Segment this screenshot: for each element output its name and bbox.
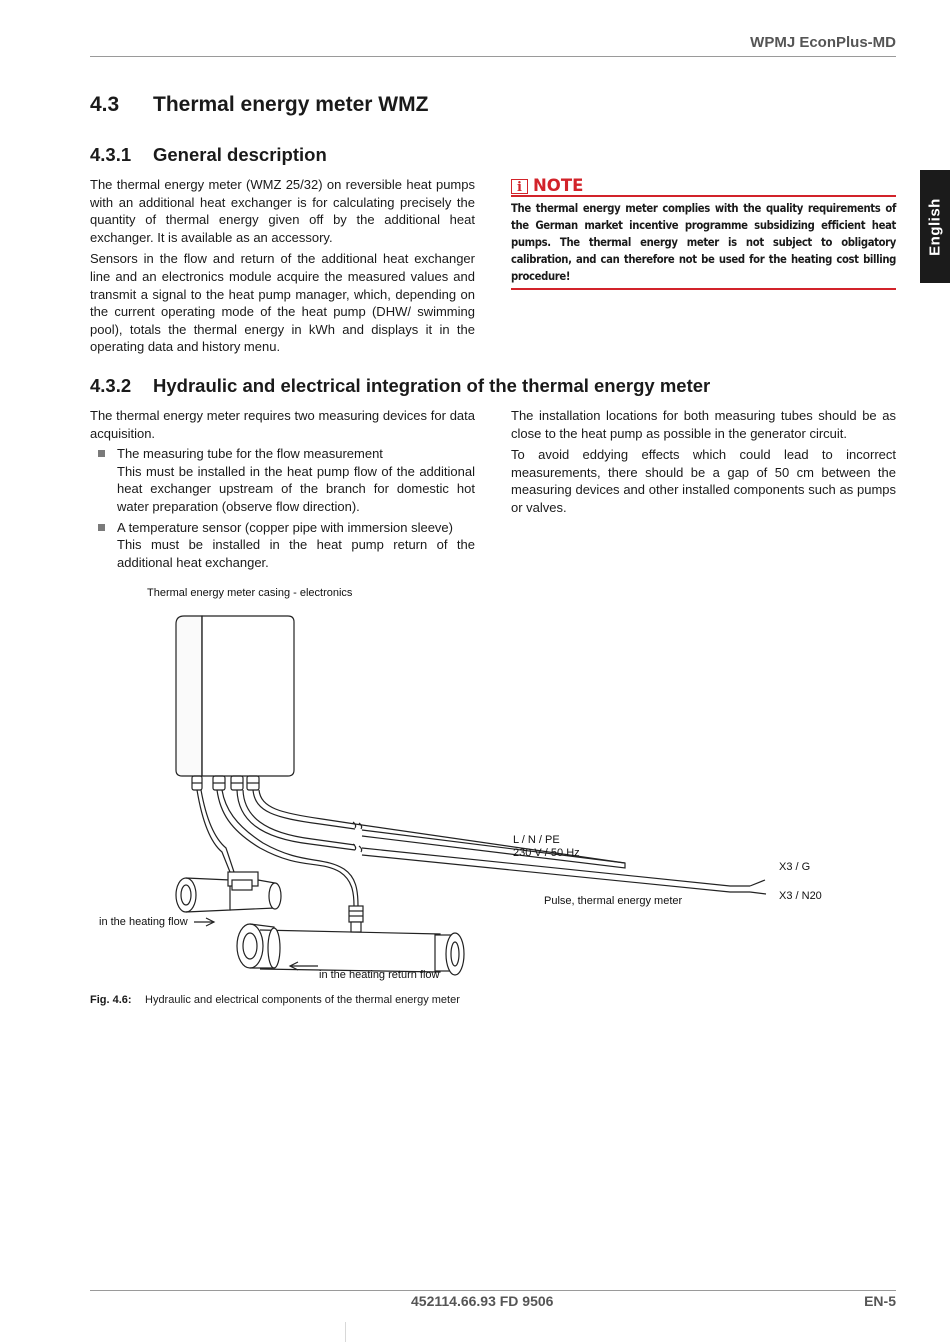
list-item [90, 519, 475, 572]
integration-right-para-1: The installation locations for both measuring tubes should be as close to the heat pump as possible in the generator circuit. [511, 408, 896, 441]
general-description-para-1: The thermal energy meter (WMZ 25/32) on reversible heat pumps with an additional heat exchanger is for calculating precisely the quantity of thermal energy given off by the additional heat exchanger. It is available as an accessory. [90, 177, 475, 245]
section-title: Thermal energy meter WMZ [153, 93, 429, 116]
subsection2-title: Hydraulic and electrical integration of the thermal energy meter [153, 375, 711, 396]
x3-n20-label: X3 / N20 [779, 890, 822, 902]
subsection1-number: 4.3.1 [90, 144, 132, 165]
integration-right-column [511, 407, 896, 517]
page-edge-mark [345, 1322, 346, 1342]
general-description-column [90, 176, 475, 356]
figure-caption [90, 994, 460, 1006]
list-item [90, 445, 475, 515]
list-item-head: A temperature sensor (copper pipe with immersion sleeve) [117, 519, 453, 535]
footer-page-number: EN-5 [864, 1293, 896, 1309]
integration-left-column [90, 407, 475, 571]
footer-doc-number: 452114.66.93 FD 9506 [411, 1293, 554, 1309]
thermal-energy-meter-diagram [90, 580, 896, 990]
note-box [511, 178, 896, 290]
heating-return-label: in the heating return flow [319, 969, 440, 981]
measuring-devices-list [90, 445, 475, 571]
integration-right-para-2: To avoid eddying effects which could lead to incorrect measurements, there should be a gap of 50 cm between the measuring devices and other installed components such as pumps or valves. [511, 447, 896, 515]
return-tube [237, 924, 464, 975]
power-label-2: 230 V / 50 Hz [513, 847, 580, 859]
general-description-para-2: Sensors in the flow and return of the additional heat exchanger line and an electronics module acquire the measured values and transmit a signal to the heat pump manager, which, depending on the current operating mode of the heat pump (DHW/ swimming pool), totals the thermal energy in kWh and displays it in the operating data and history menu. [90, 251, 475, 355]
language-tab [920, 170, 950, 283]
language-tab-label: English [926, 197, 944, 256]
pulse-cable [237, 790, 766, 894]
x3-g-label: X3 / G [779, 861, 811, 873]
temperature-sensor [349, 906, 363, 932]
cable-glands [192, 776, 259, 790]
note-label: NOTE [533, 176, 584, 195]
return-direction-arrow [290, 962, 318, 970]
header-divider [90, 56, 896, 57]
note-text: The thermal energy meter complies with the quality requirements of the German market incentive programme subsidizing efficient heat pumps. The thermal energy meter is not subject to obligatory calibration, and can therefore not be used for the heating cost billing procedure! [511, 200, 896, 290]
flow-measuring-tube [176, 872, 281, 912]
info-icon: i [511, 179, 528, 194]
casing-label: Thermal energy meter casing - electronics [147, 587, 353, 599]
integration-intro: The thermal energy meter requires two measuring devices for data acquisition. [90, 408, 475, 441]
subsection1-title: General description [153, 144, 327, 165]
flow-direction-arrow [194, 918, 214, 926]
heating-flow-label: in the heating flow [99, 916, 188, 928]
header-product-title: WPMJ EconPlus-MD [750, 34, 896, 51]
list-item-head: The measuring tube for the flow measurement [117, 446, 383, 462]
subsection2-number: 4.3.2 [90, 375, 132, 396]
note-header [511, 178, 896, 197]
subsection2-heading [90, 375, 710, 397]
list-item-body: This must be installed in the heat pump return of the additional heat exchanger. [117, 537, 475, 570]
electronics-casing [176, 616, 294, 776]
footer-divider [90, 1290, 896, 1291]
flow-sensor-cable [197, 790, 234, 872]
section-number: 4.3 [90, 93, 120, 116]
list-item-body: This must be installed in the heat pump flow of the additional heat exchanger upstream of the branch for domestic hot water preparation (observe flow direction). [117, 463, 475, 514]
section-heading [90, 93, 428, 117]
subsection1-heading [90, 144, 327, 166]
power-label-1: L / N / PE [513, 834, 560, 846]
figure-caption-text: Hydraulic and electrical components of the thermal energy meter [145, 994, 460, 1006]
figure-number: Fig. 4.6: [90, 994, 132, 1006]
pulse-label: Pulse, thermal energy meter [544, 895, 683, 907]
